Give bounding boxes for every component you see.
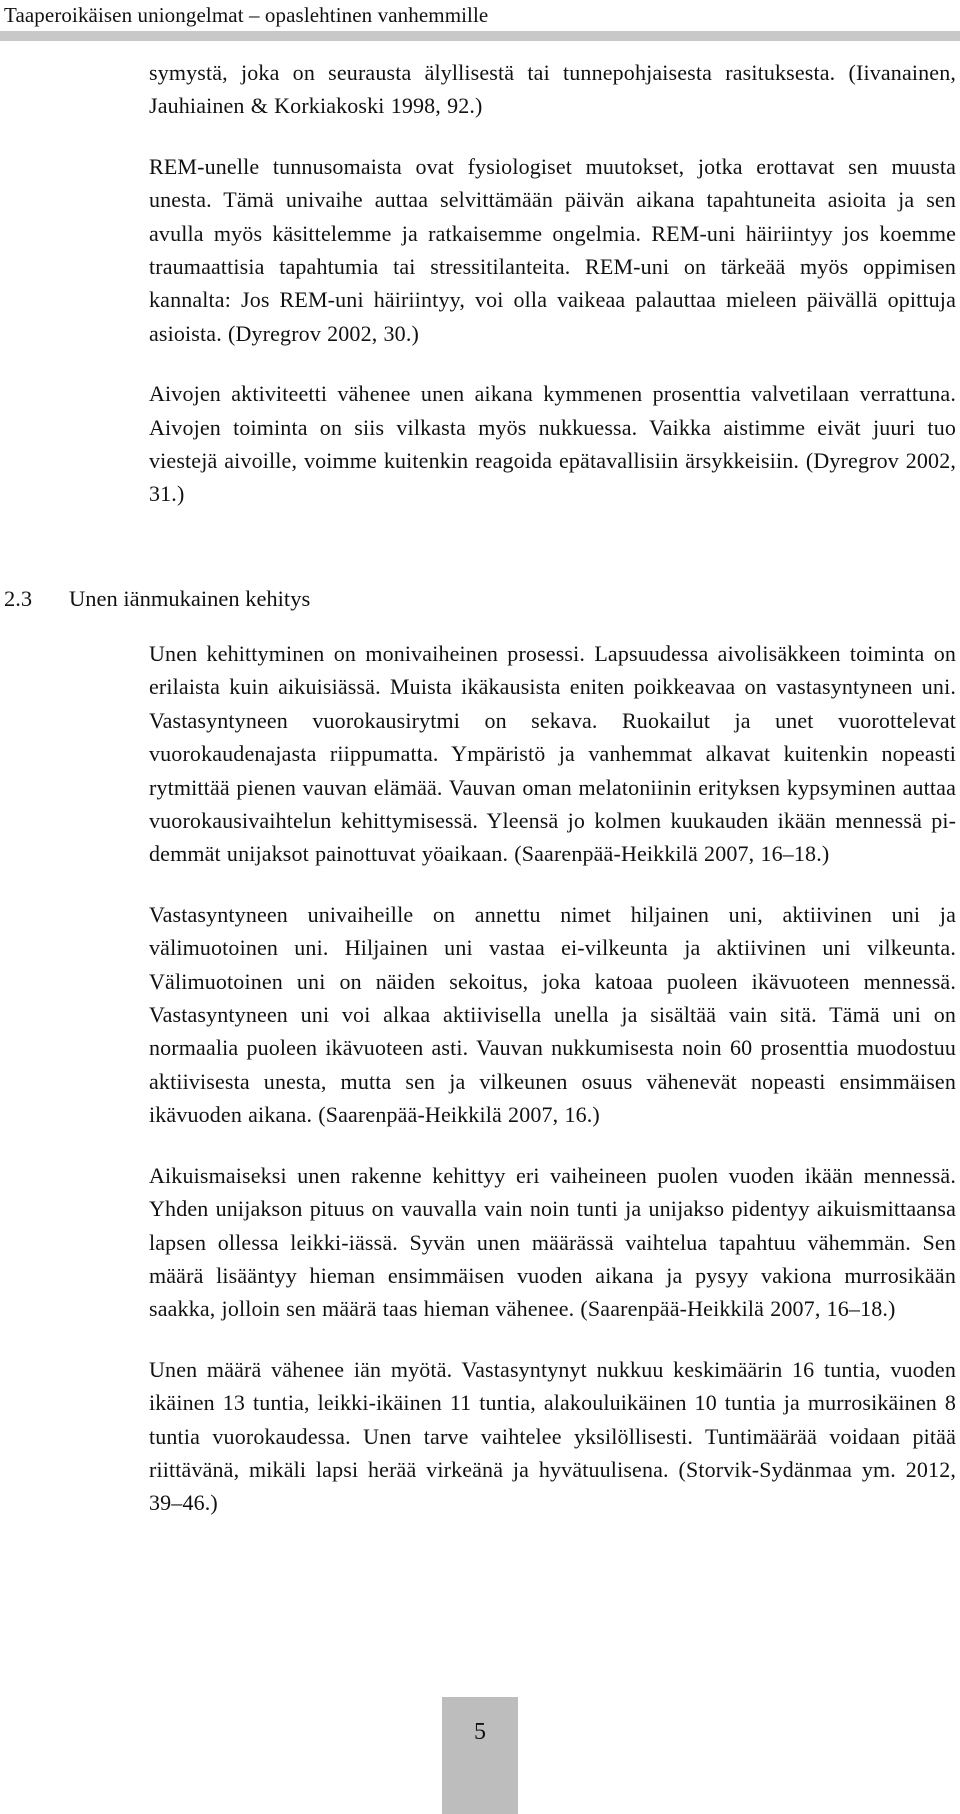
section-title: Unen iänmukainen kehitys (69, 586, 311, 611)
paragraph: Aikuismaiseksi unen rakenne kehittyy eri vaiheineen puolen vuoden ikään mennessä. Yhden unijakson pituus on vauvalla vain noin tunti ja unijakso pidentyy aikuismittaansa lapsen ollessa leikki-iässä. Syvän unen määrässä vaihtelua tapahtuu vähemmän. Sen määrä lisääntyy hieman ensimmäisen vuoden aikana ja pysyy vakiona murrosikään saakka, jolloin sen määrä taas hieman vähenee. (Saarenpää-Heikkilä 2007, 16–18.) (149, 1162, 956, 1322)
body-text-top (149, 56, 956, 538)
paragraph: Unen määrä vähenee iän myötä. Vastasyntynyt nukkuu keskimäärin 16 tuntia, vuoden ikäinen 13 tuntia, leikki-ikäinen 11 tuntia, alakouluikäinen 10 tuntia ja murrosikäinen 8 tuntia vuorokaudessa. Unen tarve vaihtelee yksilöllisesti. Tuntimäärää voidaan pitää riittävänä, mikäli lapsi herää virkeänä ja hyvätuulisena. (Storvik-Sydänmaa ym. 2012, 39–46.) (149, 1356, 956, 1516)
paragraph: Unen kehittyminen on monivaiheinen prosessi. Lapsuudessa aivolisäkkeen toiminta on erilaista kuin aikuisiässä. Muista ikäkausista eniten poikkeavaa on vastasyntyneen uni. Vastasyntyneen vuorokausirytmi on sekava. Ruokailut ja unet vuorottelevat vuorokaudenajasta riippumatta. Ympäristö ja vanhemmat alkavat kuitenkin nopeasti rytmittää pienen vauvan elämää. Vauvan oman melatoniinin erityksen kypsyminen auttaa vuorokausivaihtelun kehittymisessä. Yleensä jo kolmen kuukauden ikään mennessä pidemmät unijaksot painottuvat yöaikaan. (Saarenpää-Heikkilä 2007, 16–18.) (149, 641, 956, 867)
paragraph: Aivojen aktiviteetti vähenee unen aikana kymmenen prosenttia valvetilaan verrattuna. Aivojen toiminta on siis vilkasta myös nukkuessa. Vaikka aistimme eivät juuri tuo viestejä aivoille, voimme kuitenkin reagoida epätavallisiin ärsykkeisiin. (Dyregrov 2002, 31.) (149, 381, 956, 507)
paragraph: Vastasyntyneen univaiheille on annettu nimet hiljainen uni, aktiivinen uni ja välimuotoinen uni. Hiljainen uni vastaa ei-vilkeunta ja aktiivinen uni vilkeunta. Välimuotoinen uni on näiden sekoitus, joka katoaa puoleen ikävuoteen mennessä. Vastasyntyneen uni voi alkaa aktiivisella unella ja sisältää vain sitä. Tämä uni on normaalia puoleen ikävuoteen asti. Vauvan nukkumisesta noin 60 prosenttia muodostuu aktiivisesta unesta, mutta sen ja vilkeunen osuus vähenevät nopeasti ensimmäisen ikävuoden aikana. (Saarenpää-Heikkilä 2007, 16.) (149, 901, 956, 1128)
page-number: 5 (474, 1719, 486, 1745)
section-number: 2.3 (4, 586, 33, 611)
body-text-section (149, 637, 956, 1547)
section-heading (4, 584, 310, 614)
document-title: Taaperoikäisen uniongelmat – opaslehtinen vanhemmille (4, 3, 489, 27)
paragraph: REM-unelle tunnusomaista ovat fysiologiset muutokset, jotka erottavat sen muusta unesta. Tämä univaihe auttaa selvittämään päivän aikana tapahtuneita asioita ja sen avulla myös käsittelemme ja ratkaisemme ongelmia. REM-uni häiriintyy jos koemme traumaattisia tapahtumia tai stressitilanteita. REM-uni on tärkeää myös oppimisen kannalta: Jos REM-uni häiriintyy, voi olla vaikeaa palauttaa mieleen päivällä opittuja asioista. (Dyregrov 2002, 30.) (149, 153, 956, 346)
page-number-tab (442, 1697, 518, 1814)
paragraph: symystä, joka on seurausta älyllisestä tai tunnepohjaisesta rasituksesta. (Iivanainen, Jauhiainen & Korkiakoski 1998, 92.) (149, 60, 956, 119)
header-rule (0, 31, 960, 41)
